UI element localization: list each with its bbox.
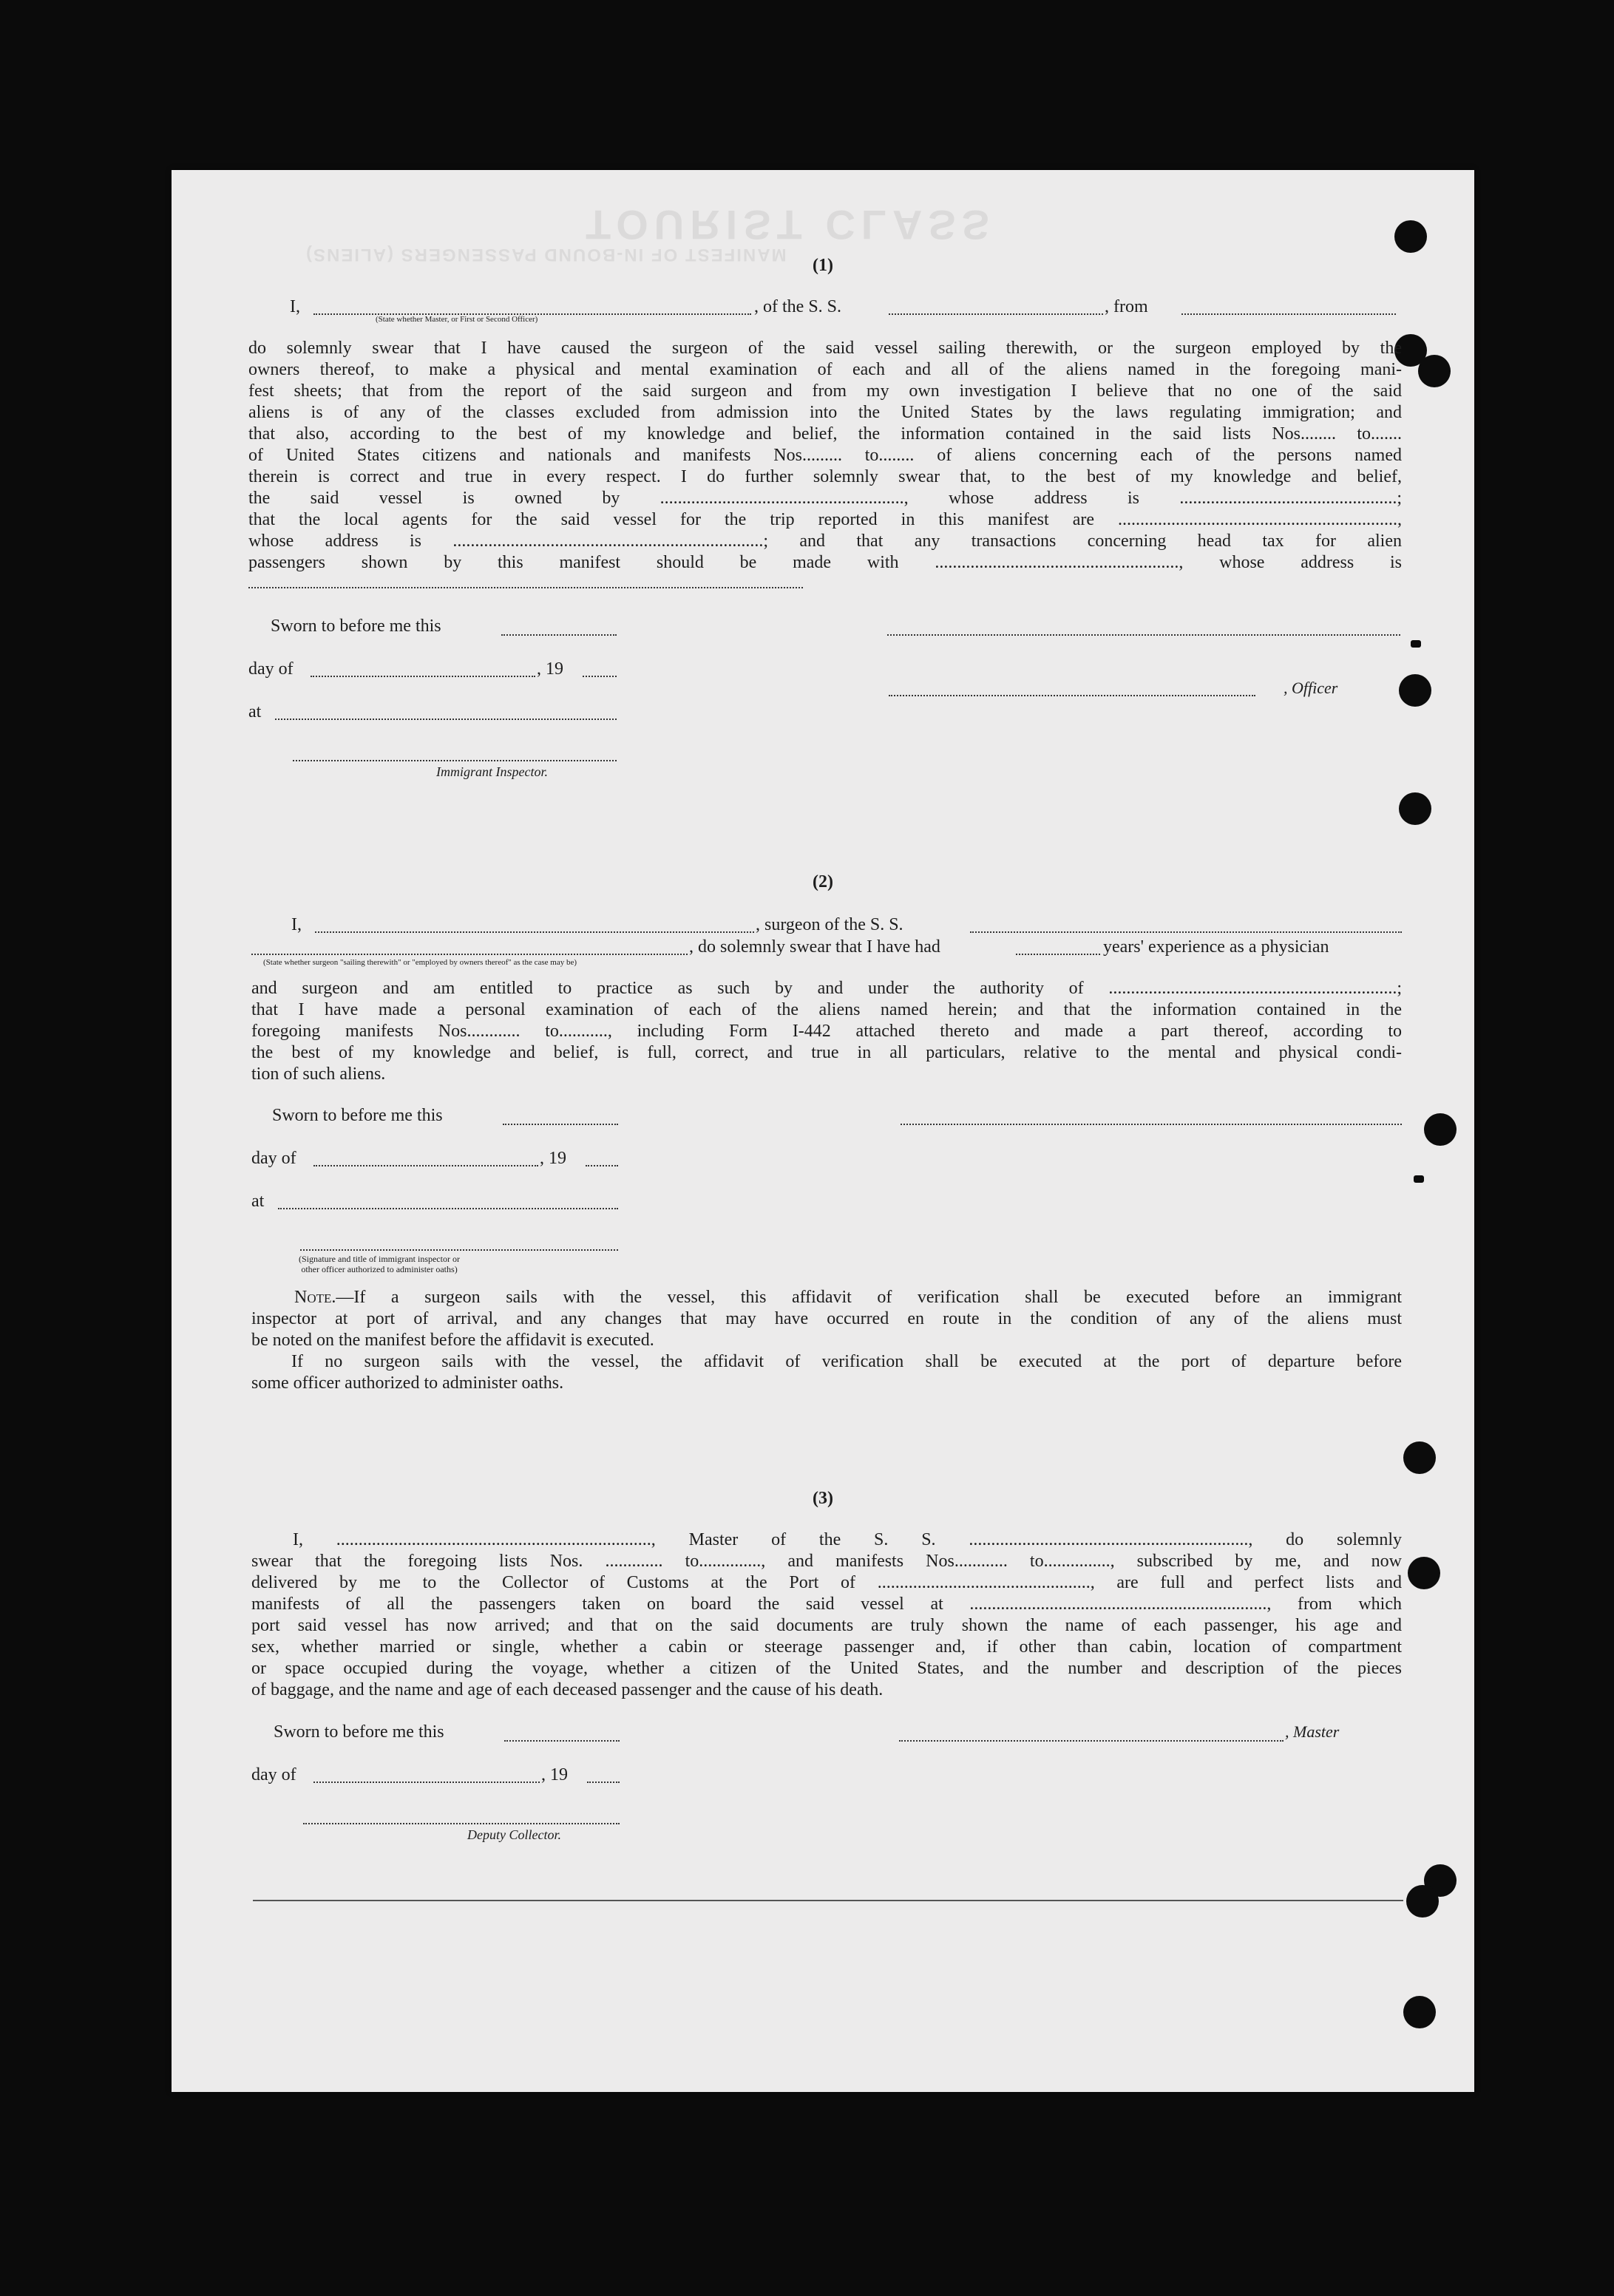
s2-body-2: foregoing manifests Nos............ to..........., including Form I-442 attached thereto and made a part thereof, according to [251, 1022, 1402, 1041]
s1-line1-mid: , of the S. S. [754, 297, 842, 316]
s1-body-9: whose address is ......................................................................; and that any transactions concerning head tax for alien [248, 531, 1402, 551]
s2-line2-end: years' experience as a physician [1103, 937, 1329, 957]
s3-day-of: day of [251, 1765, 296, 1784]
s2-at-blank [278, 1208, 618, 1209]
punch-hole [1399, 674, 1431, 707]
s1-inspector-blank [293, 760, 617, 761]
s2-status-blank [251, 954, 688, 955]
s1-line1-start: I, [290, 297, 300, 316]
s3-year-blank [587, 1782, 620, 1783]
s1-day-blank [311, 676, 535, 677]
s2-note2-1: some officer authorized to administer oaths. [251, 1373, 564, 1393]
s1-day-of: day of [248, 659, 294, 679]
s3-year: , 19 [541, 1765, 568, 1784]
punch-hole [1406, 1885, 1439, 1918]
s1-body-4: that also, according to the best of my knowledge and belief, the information contained in the said lists Nos........ to....... [248, 424, 1402, 444]
s2-status-note: (State whether surgeon "sailing therewith" or "employed by owners thereof" as the case may be) [263, 958, 577, 967]
s2-sworn-blank [503, 1124, 618, 1125]
s3-sworn: Sworn to before me this [274, 1722, 444, 1742]
s2-line2-mid: , do solemnly swear that I have had [689, 937, 940, 957]
s3-body-5: sex, whether married or single, whether a cabin or steerage passenger and, if other than cabin, location of compartment [251, 1637, 1402, 1657]
section-3-heading: (3) [813, 1489, 833, 1508]
s2-day-of: day of [251, 1149, 296, 1168]
s3-body-4: port said vessel has now arrived; and that on the said documents are truly shown the name of each passenger, his age and [251, 1616, 1402, 1635]
s1-officer-blank [889, 695, 1255, 696]
s1-sworn-blank [501, 634, 617, 636]
bottom-rule [253, 1900, 1403, 1901]
s3-body-1: swear that the foregoing lists Nos. ............. to.............., and manifests Nos............ to..............., subscribed by me, and now [251, 1552, 1402, 1571]
s1-body-5: of United States citizens and nationals and manifests Nos......... to........ of aliens concerning each of the persons named [248, 446, 1402, 465]
s2-body-3: the best of my knowledge and belief, is full, correct, and true in all particulars, relative to the mental and physical condi- [251, 1043, 1402, 1062]
s2-note-label: Note. [294, 1288, 336, 1307]
punch-hole [1399, 792, 1431, 825]
s2-years-blank [1016, 954, 1100, 955]
punch-hole [1394, 220, 1427, 253]
s1-at-blank [275, 719, 617, 720]
s2-note2-0: If no surgeon sails with the vessel, the affidavit of verification shall be executed at the port of departure before [291, 1352, 1402, 1371]
s3-body-7: of baggage, and the name and age of each deceased passenger and the cause of his death. [251, 1680, 884, 1699]
s2-year: , 19 [540, 1149, 566, 1168]
s2-signature-note: (Signature and title of immigrant inspector or other officer authorized to administer oaths) [299, 1254, 460, 1274]
s2-body-0: and surgeon and am entitled to practice as such by and under the authority of .................................................................; [251, 979, 1402, 998]
s1-inspector-label: Immigrant Inspector. [436, 764, 548, 779]
s1-body-2: fest sheets; that from the report of the said surgeon and from my own investigation I believe that no one of the said [248, 381, 1402, 401]
s1-rank-note: (State whether Master, or First or Second Officer) [376, 315, 538, 324]
s2-note-body-1: inspector at port of arrival, and any changes that may have occurred en route in the condition of any of the aliens must [251, 1309, 1402, 1328]
s3-body-2: delivered by me to the Collector of Customs at the Port of ................................................, are full and perfect lists and [251, 1573, 1402, 1592]
s2-inspector-blank [300, 1249, 618, 1251]
s1-body-10: passengers shown by this manifest should be made with ......................................................., whose address is [248, 553, 1402, 572]
s1-body-3: aliens is of any of the classes excluded from admission into the United States by the laws regulating immigration; and [248, 403, 1402, 422]
s2-day-blank [313, 1165, 538, 1166]
s2-at: at [251, 1192, 265, 1211]
s1-year-blank [583, 676, 617, 677]
s1-body-0: do solemnly swear that I have caused the surgeon of the said vessel sailing therewith, or the surgeon employed by the [248, 339, 1402, 358]
s1-at: at [248, 702, 262, 721]
s1-signature-blank [887, 634, 1400, 636]
s3-sworn-blank [504, 1740, 620, 1742]
punch-hole [1424, 1113, 1457, 1146]
s1-vessel-blank [889, 313, 1103, 315]
s3-collector-blank [303, 1823, 620, 1824]
s1-line1-end: , from [1105, 297, 1148, 316]
s3-body-0: I, ......................................................................., Master of the S. S. ..............................................................., do solemnly [293, 1530, 1402, 1549]
s2-note-line0 [294, 1288, 1402, 1308]
s1-from-blank [1181, 313, 1396, 315]
punch-hole [1403, 1441, 1436, 1474]
s1-body-6: therein is correct and true in every respect. I do further solemnly swear that, to the best of my knowledge and belief, [248, 467, 1402, 486]
punch-hole [1418, 355, 1451, 387]
s3-body-3: manifests of all the passengers taken on board the said vessel at ..................................................................., from which [251, 1594, 1402, 1614]
s3-day-blank [313, 1782, 540, 1783]
s3-body-6: or space occupied during the voyage, whether a citizen of the United States, and the number and description of the pieces [251, 1659, 1402, 1678]
s2-body-1: that I have made a personal examination of each of the aliens named herein; and that the information contained in the [251, 1000, 1402, 1019]
s2-line1-end: , surgeon of the S. S. [756, 915, 903, 934]
s1-body-1: owners thereof, to make a physical and mental examination of each and all of the aliens named in the foregoing mani- [248, 360, 1402, 379]
punch-mark [1414, 1175, 1424, 1183]
punch-hole [1403, 1996, 1436, 2028]
section-2-heading: (2) [813, 872, 833, 891]
s1-body-8: that the local agents for the said vessel for the trip reported in this manifest are ..............................................................., [248, 510, 1402, 529]
s2-note-body-2: be noted on the manifest before the affidavit is executed. [251, 1331, 654, 1350]
bleed-through-text: TOURIST CLASS [586, 202, 996, 248]
s3-collector-label: Deputy Collector. [467, 1827, 561, 1842]
section-1-heading: (1) [813, 256, 833, 275]
s2-vessel-blank [970, 931, 1402, 933]
s2-sworn: Sworn to before me this [272, 1106, 443, 1125]
punch-hole [1408, 1557, 1440, 1589]
s3-master-blank [899, 1740, 1284, 1742]
s2-year-blank [586, 1165, 618, 1166]
s1-address-blank [248, 587, 803, 588]
punch-mark [1411, 640, 1421, 648]
s3-master-label: , Master [1285, 1722, 1340, 1741]
s2-name-blank [315, 931, 754, 933]
bleed-through-text-small: MANIFEST OF IN-BOUND PASSENGERS (ALIENS) [305, 245, 787, 265]
s2-line1-start: I, [291, 915, 302, 934]
s2-note-body-0: —If a surgeon sails with the vessel, this affidavit of verification shall be executed before an immigrant [336, 1288, 1402, 1307]
s1-year: , 19 [537, 659, 563, 679]
s2-signature-blank [901, 1124, 1402, 1125]
s1-officer-label: , Officer [1284, 679, 1338, 697]
s1-body-7: the said vessel is owned by ......................................................., whose address is .................................................; [248, 489, 1402, 508]
s2-body-4: tion of such aliens. [251, 1064, 386, 1084]
document-page [172, 170, 1474, 2092]
s1-sworn: Sworn to before me this [271, 617, 441, 636]
